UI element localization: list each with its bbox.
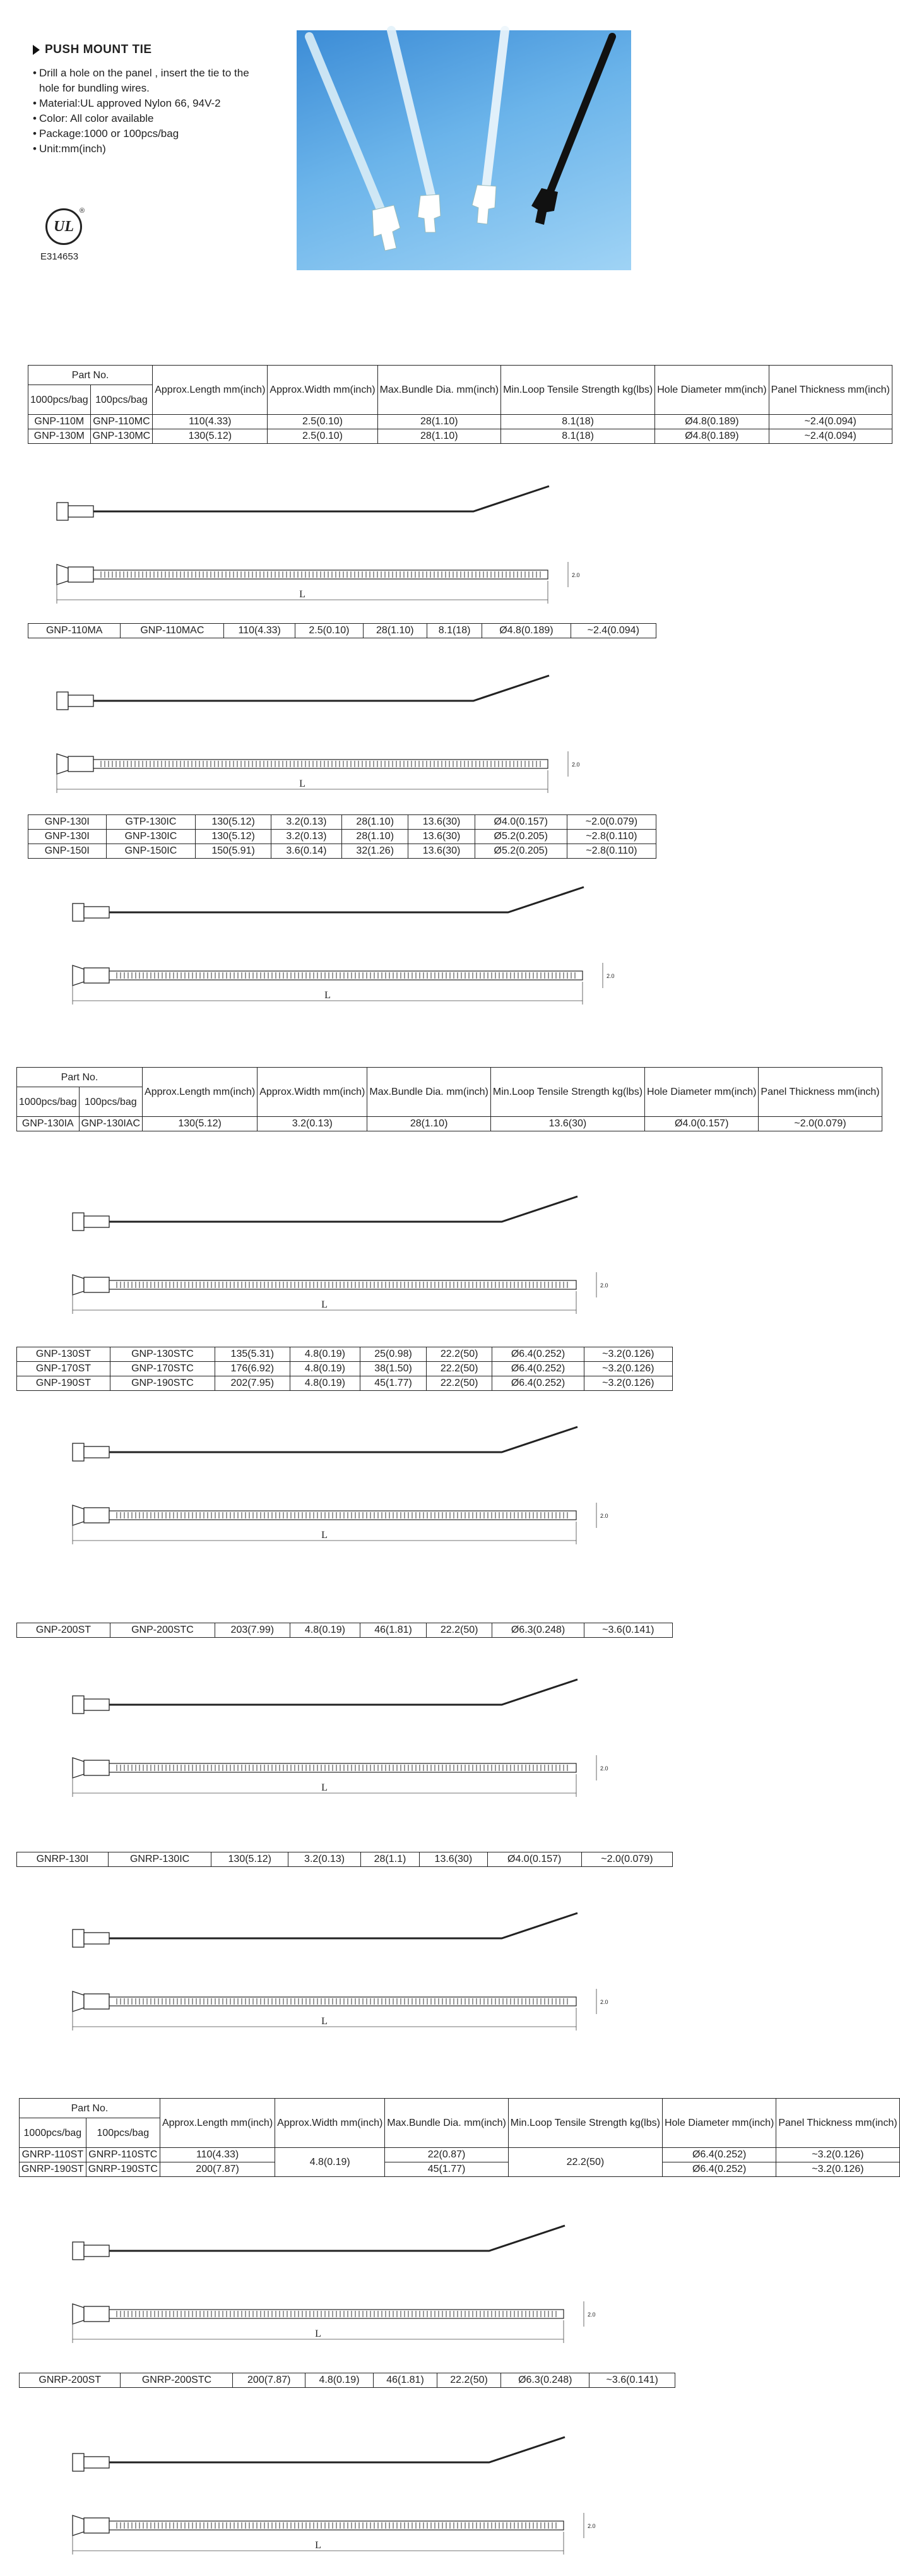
anchor-head-side (57, 503, 68, 520)
tie-head-side (84, 2457, 109, 2468)
strap-side-view (109, 2437, 565, 2462)
table-cell: 13.6(30) (420, 1852, 488, 1867)
header-width: Approx.Width mm(inch) (268, 366, 377, 415)
table-cell: 130(5.12) (196, 815, 271, 830)
table-cell: 4.8(0.19) (290, 1376, 360, 1391)
table-cell: 2.5(0.10) (268, 415, 377, 429)
table-cell: 110(4.33) (224, 624, 295, 638)
thickness-dimension-label: 2.0 (600, 1765, 608, 1772)
strap-top-view (109, 1511, 576, 1520)
tie-drawing-7 (60, 1907, 641, 2033)
table-cell: GNP-200STC (110, 1623, 215, 1638)
header-hole: Hole Diameter mm(inch) (655, 366, 769, 415)
table-cell: 130(5.12) (153, 429, 268, 444)
table-cell: GNP-130STC (110, 1347, 215, 1362)
table-cell: GNP-150IC (106, 844, 196, 859)
table-cell: 22.2(50) (508, 2148, 662, 2177)
table-cell: 2.5(0.10) (268, 429, 377, 444)
tie-head-side (84, 2245, 109, 2257)
spec-rows-1 (28, 415, 892, 444)
tie-drawing-1 (44, 480, 625, 619)
table-cell: GNRP-130IC (108, 1852, 211, 1867)
header-length: Approx.Length mm(inch) (153, 366, 268, 415)
spec-table-7 (16, 1852, 673, 1867)
tie-head-top (84, 1277, 109, 1292)
table-cell: GNRP-200STC (121, 2373, 233, 2388)
strap-side-view (93, 676, 549, 701)
header-1000pcs: 1000pcs/bag (17, 1087, 80, 1117)
table-cell: 8.1(18) (427, 624, 482, 638)
thickness-dimension-label: 2.0 (600, 1513, 608, 1519)
spec-table-8 (19, 2098, 900, 2177)
table-cell: 3.2(0.13) (258, 1117, 367, 1131)
table-cell: GNP-150I (28, 844, 107, 859)
strap-side-view (109, 2226, 565, 2251)
anchor-head-top (73, 1758, 84, 1778)
table-cell: 3.2(0.13) (271, 815, 341, 830)
header-1000pcs: 1000pcs/bag (20, 2118, 86, 2148)
table-cell: GNRP-190STC (86, 2162, 160, 2177)
table-cell: 2.5(0.10) (295, 624, 364, 638)
product-title (33, 43, 152, 57)
table-cell: 203(7.99) (215, 1623, 290, 1638)
anchor-head-top (73, 1275, 84, 1295)
table-cell: 4.8(0.19) (305, 2373, 374, 2388)
anchor-head-top (73, 2515, 84, 2536)
registered-mark: ® (80, 207, 85, 215)
tie-head-top (84, 1760, 109, 1775)
header-length: Approx.Length mm(inch) (160, 2099, 275, 2148)
table-cell: 8.1(18) (501, 429, 655, 444)
ul-logo-text: UL (54, 218, 74, 235)
table-cell: 46(1.81) (360, 1623, 427, 1638)
table-cell: 28(1.1) (360, 1852, 419, 1867)
tie-drawing-3 (60, 881, 641, 1007)
tie-head-side (84, 907, 109, 918)
thickness-dimension-label: 2.0 (607, 973, 615, 979)
table-row (17, 1117, 882, 1131)
table-cell: 8.1(18) (501, 415, 655, 429)
strap-side-view (109, 887, 584, 912)
table-cell: Ø6.4(0.252) (662, 2162, 776, 2177)
table-cell: 13.6(30) (408, 830, 475, 844)
table-cell: GNP-110MA (28, 624, 121, 638)
anchor-head-top (73, 2304, 84, 2324)
table-cell: 38(1.50) (360, 1362, 427, 1376)
anchor-head-top (73, 1991, 84, 2012)
cable-ties-illustration (297, 30, 631, 270)
tie-head-top (84, 2306, 109, 2322)
table-cell: 28(1.10) (363, 624, 427, 638)
table-row (28, 815, 656, 830)
anchor-head-side (73, 903, 84, 921)
table-cell: ~3.2(0.126) (776, 2162, 899, 2177)
table-cell: 22(0.87) (385, 2148, 509, 2162)
length-dimension-label: L (299, 778, 305, 789)
table-cell: Ø6.4(0.252) (662, 2148, 776, 2162)
table-row (17, 1376, 673, 1391)
length-dimension-label: L (299, 589, 305, 600)
length-dimension-label: L (315, 2329, 321, 2339)
spec-table-5 (16, 1347, 673, 1391)
thickness-dimension-label: 2.0 (600, 1282, 608, 1289)
table-cell: 4.8(0.19) (290, 1623, 360, 1638)
ul-certification-logo (45, 208, 82, 245)
header-panel: Panel Thickness mm(inch) (769, 366, 892, 415)
table-cell: ~2.8(0.110) (567, 830, 656, 844)
table-cell: Ø4.8(0.189) (655, 415, 769, 429)
anchor-head-side (57, 692, 68, 710)
table-cell: 200(7.87) (233, 2373, 305, 2388)
table-row (28, 844, 656, 859)
table-cell: 22.2(50) (437, 2373, 501, 2388)
tie-head-top (84, 2518, 109, 2533)
header-100pcs: 100pcs/bag (79, 1087, 142, 1117)
table-cell: GNP-110MC (90, 415, 153, 429)
tie-head-top (68, 567, 93, 582)
table-cell: GNP-190STC (110, 1376, 215, 1391)
product-title-text: PUSH MOUNT TIE (45, 43, 152, 56)
table-cell: GNP-170STC (110, 1362, 215, 1376)
table-cell: ~2.8(0.110) (567, 844, 656, 859)
header-tensile: Min.Loop Tensile Strength kg(lbs) (501, 366, 655, 415)
spec-rows-5 (17, 1347, 673, 1391)
table-cell: 22.2(50) (426, 1623, 492, 1638)
spec-table-4 (16, 1067, 882, 1131)
triangle-bullet-icon (33, 45, 40, 55)
thickness-dimension-label: 2.0 (572, 572, 580, 578)
anchor-head-side (73, 1213, 84, 1231)
table-cell: 45(1.77) (385, 2162, 509, 2177)
thickness-dimension-label: 2.0 (600, 1999, 608, 2005)
table-cell: 32(1.26) (342, 844, 408, 859)
table-cell: Ø6.4(0.252) (492, 1376, 584, 1391)
table-cell: 25(0.98) (360, 1347, 427, 1362)
header-100pcs: 100pcs/bag (86, 2118, 160, 2148)
tie-drawing-2 (44, 669, 625, 796)
header-part-no: Part No. (17, 1068, 143, 1087)
table-cell: 200(7.87) (160, 2162, 275, 2177)
table-cell: 202(7.95) (215, 1376, 290, 1391)
anchor-head-top (73, 965, 84, 986)
table-cell: GNP-170ST (17, 1362, 110, 1376)
table-cell: Ø4.8(0.189) (482, 624, 571, 638)
table-cell: 46(1.81) (373, 2373, 437, 2388)
table-cell: 130(5.12) (211, 1852, 288, 1867)
table-cell: 4.8(0.19) (290, 1347, 360, 1362)
length-dimension-label: L (321, 2016, 328, 2027)
table-cell: 22.2(50) (426, 1362, 492, 1376)
table-row (20, 2162, 900, 2177)
header-panel: Panel Thickness mm(inch) (776, 2099, 899, 2148)
table-cell: GNP-130I (28, 815, 107, 830)
tie-head-side (68, 506, 93, 517)
table-cell: GNRP-200ST (20, 2373, 121, 2388)
spec-table-9 (19, 2373, 675, 2388)
table-cell: ~2.0(0.079) (581, 1852, 672, 1867)
table-cell: 28(1.10) (342, 815, 408, 830)
feature-item: • Unit:mm(inch) (33, 141, 260, 157)
table-cell: GNRP-110STC (86, 2148, 160, 2162)
table-cell: GNP-190ST (17, 1376, 110, 1391)
strap-side-view (93, 486, 549, 511)
header-tensile: Min.Loop Tensile Strength kg(lbs) (490, 1068, 644, 1117)
spec-rows-7 (17, 1852, 673, 1867)
spec-rows-3 (28, 815, 656, 859)
table-cell: ~3.2(0.126) (776, 2148, 899, 2162)
tie-head-top (68, 756, 93, 772)
table-row (28, 830, 656, 844)
table-row (17, 1623, 673, 1638)
header-100pcs: 100pcs/bag (90, 385, 153, 415)
table-row (28, 624, 656, 638)
table-cell: 28(1.10) (342, 830, 408, 844)
anchor-head-top (57, 754, 68, 774)
table-cell: 4.8(0.19) (275, 2148, 385, 2177)
table-cell: 28(1.10) (377, 429, 501, 444)
table-cell: GNP-130IAC (79, 1117, 142, 1131)
header-bundle: Max.Bundle Dia. mm(inch) (377, 366, 501, 415)
table-cell: 22.2(50) (426, 1376, 492, 1391)
header-width: Approx.Width mm(inch) (258, 1068, 367, 1117)
tie-head-side (84, 1216, 109, 1227)
table-row (17, 1852, 673, 1867)
header-panel: Panel Thickness mm(inch) (759, 1068, 882, 1117)
table-cell: 28(1.10) (377, 415, 501, 429)
table-cell: ~3.6(0.141) (584, 1623, 672, 1638)
ul-file-number: E314653 (40, 251, 79, 262)
table-cell: ~3.2(0.126) (584, 1376, 672, 1391)
length-dimension-label: L (315, 2540, 321, 2551)
header-part-no: Part No. (20, 2099, 160, 2118)
table-cell: Ø4.0(0.157) (645, 1117, 759, 1131)
anchor-head-side (73, 1696, 84, 1714)
feature-item: • Material:UL approved Nylon 66, 94V-2 (33, 96, 260, 111)
header-1000pcs: 1000pcs/bag (28, 385, 91, 415)
tie-head-top (84, 1994, 109, 2009)
feature-item: • Drill a hole on the panel , insert the tie to the hole for bundling wires. (33, 66, 260, 96)
length-dimension-label: L (324, 990, 331, 1001)
table-cell: 13.6(30) (490, 1117, 644, 1131)
table-cell: GNP-110M (28, 415, 91, 429)
table-row (17, 1347, 673, 1362)
table-cell: ~3.2(0.126) (584, 1362, 672, 1376)
table-cell: 150(5.91) (196, 844, 271, 859)
strap-side-view (109, 1427, 577, 1452)
table-row (20, 2373, 675, 2388)
table-cell: 130(5.12) (143, 1117, 258, 1131)
table-cell: Ø6.3(0.248) (501, 2373, 589, 2388)
strap-top-view (109, 1763, 576, 1772)
table-cell: 45(1.77) (360, 1376, 427, 1391)
table-row (20, 2148, 900, 2162)
table-cell: GNRP-130I (17, 1852, 109, 1867)
anchor-head-side (73, 1443, 84, 1461)
feature-list (33, 66, 260, 157)
table-cell: ~2.4(0.094) (769, 415, 892, 429)
table-cell: GTP-130IC (106, 815, 196, 830)
tie-head-top (84, 1508, 109, 1523)
anchor-head-side (73, 1929, 84, 1947)
spec-rows-2 (28, 624, 656, 638)
table-cell: 110(4.33) (160, 2148, 275, 2162)
table-cell: 130(5.12) (196, 830, 271, 844)
spec-table-1 (28, 365, 892, 444)
table-cell: 22.2(50) (426, 1347, 492, 1362)
table-cell: 13.6(30) (408, 815, 475, 830)
table-cell: Ø6.3(0.248) (492, 1623, 584, 1638)
feature-item: • Color: All color available (33, 111, 260, 126)
tie-drawing-9 (60, 2431, 641, 2557)
feature-item: • Package:1000 or 100pcs/bag (33, 126, 260, 141)
tie-drawing-8 (60, 2219, 641, 2346)
strap-side-view (109, 1913, 577, 1938)
spec-rows-9 (20, 2373, 675, 2388)
table-cell: 110(4.33) (153, 415, 268, 429)
table-cell: GNP-130IA (17, 1117, 80, 1131)
table-cell: GNRP-110ST (20, 2148, 86, 2162)
table-row (28, 429, 892, 444)
header-length: Approx.Length mm(inch) (143, 1068, 258, 1117)
table-cell: GNP-130ST (17, 1347, 110, 1362)
tie-head-side (84, 1446, 109, 1458)
table-cell: ~3.2(0.126) (584, 1347, 672, 1362)
table-cell: GNP-130M (28, 429, 91, 444)
table-cell: Ø5.2(0.205) (475, 844, 567, 859)
table-cell: ~2.0(0.079) (759, 1117, 882, 1131)
table-cell: GNRP-190ST (20, 2162, 86, 2177)
thickness-dimension-label: 2.0 (588, 2311, 596, 2318)
tie-drawing-5 (60, 1421, 641, 1547)
thickness-dimension-label: 2.0 (588, 2523, 596, 2529)
length-dimension-label: L (321, 1530, 328, 1541)
length-dimension-label: L (321, 1782, 328, 1793)
table-cell: Ø5.2(0.205) (475, 830, 567, 844)
table-cell: Ø4.0(0.157) (475, 815, 567, 830)
table-cell: Ø6.4(0.252) (492, 1362, 584, 1376)
tie-head-top (84, 968, 109, 983)
table-cell: GNP-110MAC (121, 624, 224, 638)
anchor-head-top (73, 1505, 84, 1525)
header-width: Approx.Width mm(inch) (275, 2099, 385, 2148)
table-cell: 3.2(0.13) (288, 1852, 361, 1867)
table-cell: ~3.6(0.141) (589, 2373, 675, 2388)
table-cell: GNP-130I (28, 830, 107, 844)
header-bundle: Max.Bundle Dia. mm(inch) (385, 2099, 509, 2148)
spec-rows-6 (17, 1623, 673, 1638)
tie-drawing-6 (60, 1673, 641, 1799)
header-part-no: Part No. (28, 366, 153, 385)
spec-table-6 (16, 1623, 673, 1638)
tie-drawing-4 (60, 1190, 641, 1316)
spec-rows-4 (17, 1117, 882, 1131)
table-cell: GNP-130MC (90, 429, 153, 444)
spec-table-2 (28, 623, 656, 638)
table-cell: Ø4.8(0.189) (655, 429, 769, 444)
tie-head-side (84, 1933, 109, 1944)
table-cell: 4.8(0.19) (290, 1362, 360, 1376)
table-cell: GNP-130IC (106, 830, 196, 844)
table-cell: 13.6(30) (408, 844, 475, 859)
table-cell: Ø4.0(0.157) (487, 1852, 581, 1867)
table-cell: ~2.0(0.079) (567, 815, 656, 830)
length-dimension-label: L (321, 1299, 328, 1310)
strap-side-view (109, 1679, 577, 1705)
strap-top-view (109, 1280, 576, 1289)
table-row (17, 1362, 673, 1376)
table-cell: 135(5.31) (215, 1347, 290, 1362)
table-cell: Ø6.4(0.252) (492, 1347, 584, 1362)
table-cell: ~2.4(0.094) (769, 429, 892, 444)
spec-table-3 (28, 814, 656, 859)
anchor-head-side (73, 2242, 84, 2260)
header-tensile: Min.Loop Tensile Strength kg(lbs) (508, 2099, 662, 2148)
anchor-head-top (57, 564, 68, 585)
anchor-head-side (73, 2454, 84, 2471)
header-hole: Hole Diameter mm(inch) (645, 1068, 759, 1117)
table-row (28, 415, 892, 429)
tie-head-side (68, 695, 93, 707)
header-bundle: Max.Bundle Dia. mm(inch) (367, 1068, 491, 1117)
strap-side-view (109, 1196, 577, 1222)
tie-head-side (84, 1699, 109, 1710)
strap-top-view (109, 1997, 576, 2006)
table-cell: GNP-200ST (17, 1623, 110, 1638)
thickness-dimension-label: 2.0 (572, 761, 580, 768)
strap-top-view (109, 971, 583, 980)
table-cell: 3.6(0.14) (271, 844, 341, 859)
table-cell: 3.2(0.13) (271, 830, 341, 844)
table-cell: 28(1.10) (367, 1117, 491, 1131)
product-photo (297, 30, 631, 270)
header-hole: Hole Diameter mm(inch) (662, 2099, 776, 2148)
table-cell: 176(6.92) (215, 1362, 290, 1376)
table-cell: ~2.4(0.094) (571, 624, 656, 638)
